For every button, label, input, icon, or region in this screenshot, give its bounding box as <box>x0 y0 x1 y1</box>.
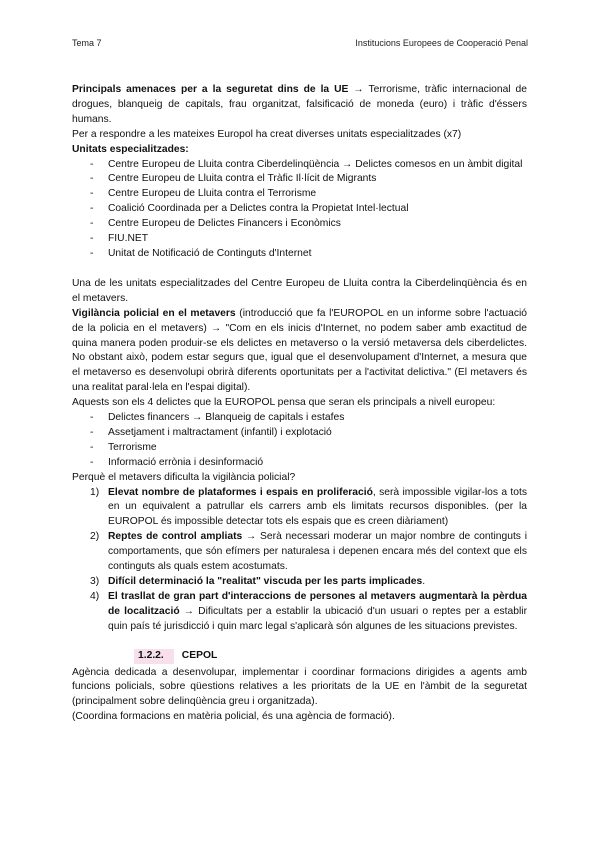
threats-text: → Terrorisme, tràfic internacional de drogues, blanqueig de capitals, frau organitzat, falsificació de moneda (euro) i tràfic d'éssers humans. <box>72 84 527 125</box>
page-header <box>72 38 528 52</box>
list-item: - Informació errònia i desinformació <box>72 456 527 471</box>
crimes-list <box>72 411 527 471</box>
list-item: - Assetjament i maltractament (infantil) i explotació <box>72 426 527 441</box>
cepol-note: (Coordina formacions en matèria policial, és una agència de formació). <box>72 711 395 723</box>
list-item: - Terrorisme <box>72 441 527 456</box>
list-item: 3) Difícil determinació la "realitat" viscuda per les parts implicades. <box>90 576 426 587</box>
list-item: - Delictes financers → Blanqueig de capitals i estafes <box>72 411 527 426</box>
section-title: CEPOL <box>181 649 218 661</box>
vigilance-title: Vigilància policial en el metavers <box>72 307 236 319</box>
units-intro: Per a respondre a les mateixes Europol ha creat diverses unitats especialitzades (x7) <box>72 128 462 140</box>
document-body <box>72 83 527 725</box>
section-number: 1.2.2. <box>134 649 174 664</box>
header-topic: Tema 7 <box>72 38 102 48</box>
reasons-list <box>72 486 527 635</box>
threats-paragraph <box>72 83 527 128</box>
cepol-description: Agència dedicada a desenvolupar, implementar i coordinar formacions dirigides a agents amb funcions policials, sobre qüestions relatives a les prioritats de la UE en l'àmbit de la seguretat (principalment sobre delinqüència greu i organitzada). <box>72 666 527 708</box>
list-item: - Coalició Coordinada per a Delictes contra la Propietat Intel·lectual <box>72 202 527 217</box>
list-item: - FIU.NET <box>72 232 527 247</box>
list-item: - Unitat de Notificació de Continguts d'Internet <box>72 247 527 262</box>
vigilance-text: (introducció que fa l'EUROPOL en un informe sobre l'actuació de la policia en el metavers) → "Com en els inicis d'Internet, no podem saber amb exactitud de quina manera poden produir-se els delictes en metaverso o la versió metaversa dels ciberdelictes. No obstant això, podem estar segurs que, igual que el desenvolupament d'Internet, a mesura que el metaverso es desenvolupi obrirà diferents oportunitats per a l'activitat delictiva." (El metavers és una realitat paral·lela en l'espai digital). <box>72 307 527 394</box>
crimes-intro: Aquests son els 4 delictes que la EUROPOL pensa que seran els principals a nivell europeu: <box>72 397 496 409</box>
threats-title: Principals amenaces per a la seguretat dins de la UE <box>72 84 349 95</box>
list-item: - Centre Europeu de Lluita contra Ciberdelinqüència → Delictes comesos en un àmbit digital <box>72 158 527 173</box>
why-question: Perquè el metavers dificulta la vigilància policial? <box>72 471 296 483</box>
units-heading: Unitats especialitzades: <box>72 143 189 155</box>
list-item: 2) Reptes de control ampliats → Serà necessari moderar un major nombre de continguts i comportaments, que són efímers per naturalesa i depenen encara més del context que els continguts als quals estem acostumats. <box>90 531 527 573</box>
spacer <box>72 262 527 277</box>
list-item: - Centre Europeu de Lluita contra el Tràfic Il·lícit de Migrants <box>72 172 527 187</box>
header-course-title: Institucions Europees de Cooperació Penal <box>355 38 528 48</box>
list-item: 1) Elevat nombre de plataformes i espais en proliferació, serà impossible vigilar-los a tots en un equivalent a patrullar els carrers amb els limitats recursos disponibles. (per la EUROPOL és impossible detectar tots els espais que es creen diàriament) <box>90 486 527 528</box>
vigilance-paragraph <box>72 307 527 396</box>
units-list <box>72 158 527 262</box>
list-item: 4) El trasllat de gran part d'interaccions de persones al metavers augmentarà la pèrdua de localització → Dificultats per a establir la ubicació d'un usuari o reptes per a establir quin país té jurisdicció i quin marc legal s'aplicarà són algunes de les situacions previstes. <box>90 590 527 632</box>
metaverse-unit-paragraph: Una de les unitats especialitzades del Centre Europeu de Lluita contra la Ciberdelinqüència és en el metavers. <box>72 277 527 304</box>
section-heading-cepol <box>72 649 527 664</box>
list-item: - Centre Europeu de Lluita contra el Terrorisme <box>72 187 527 202</box>
list-item: - Centre Europeu de Delictes Financers i Econòmics <box>72 217 527 232</box>
